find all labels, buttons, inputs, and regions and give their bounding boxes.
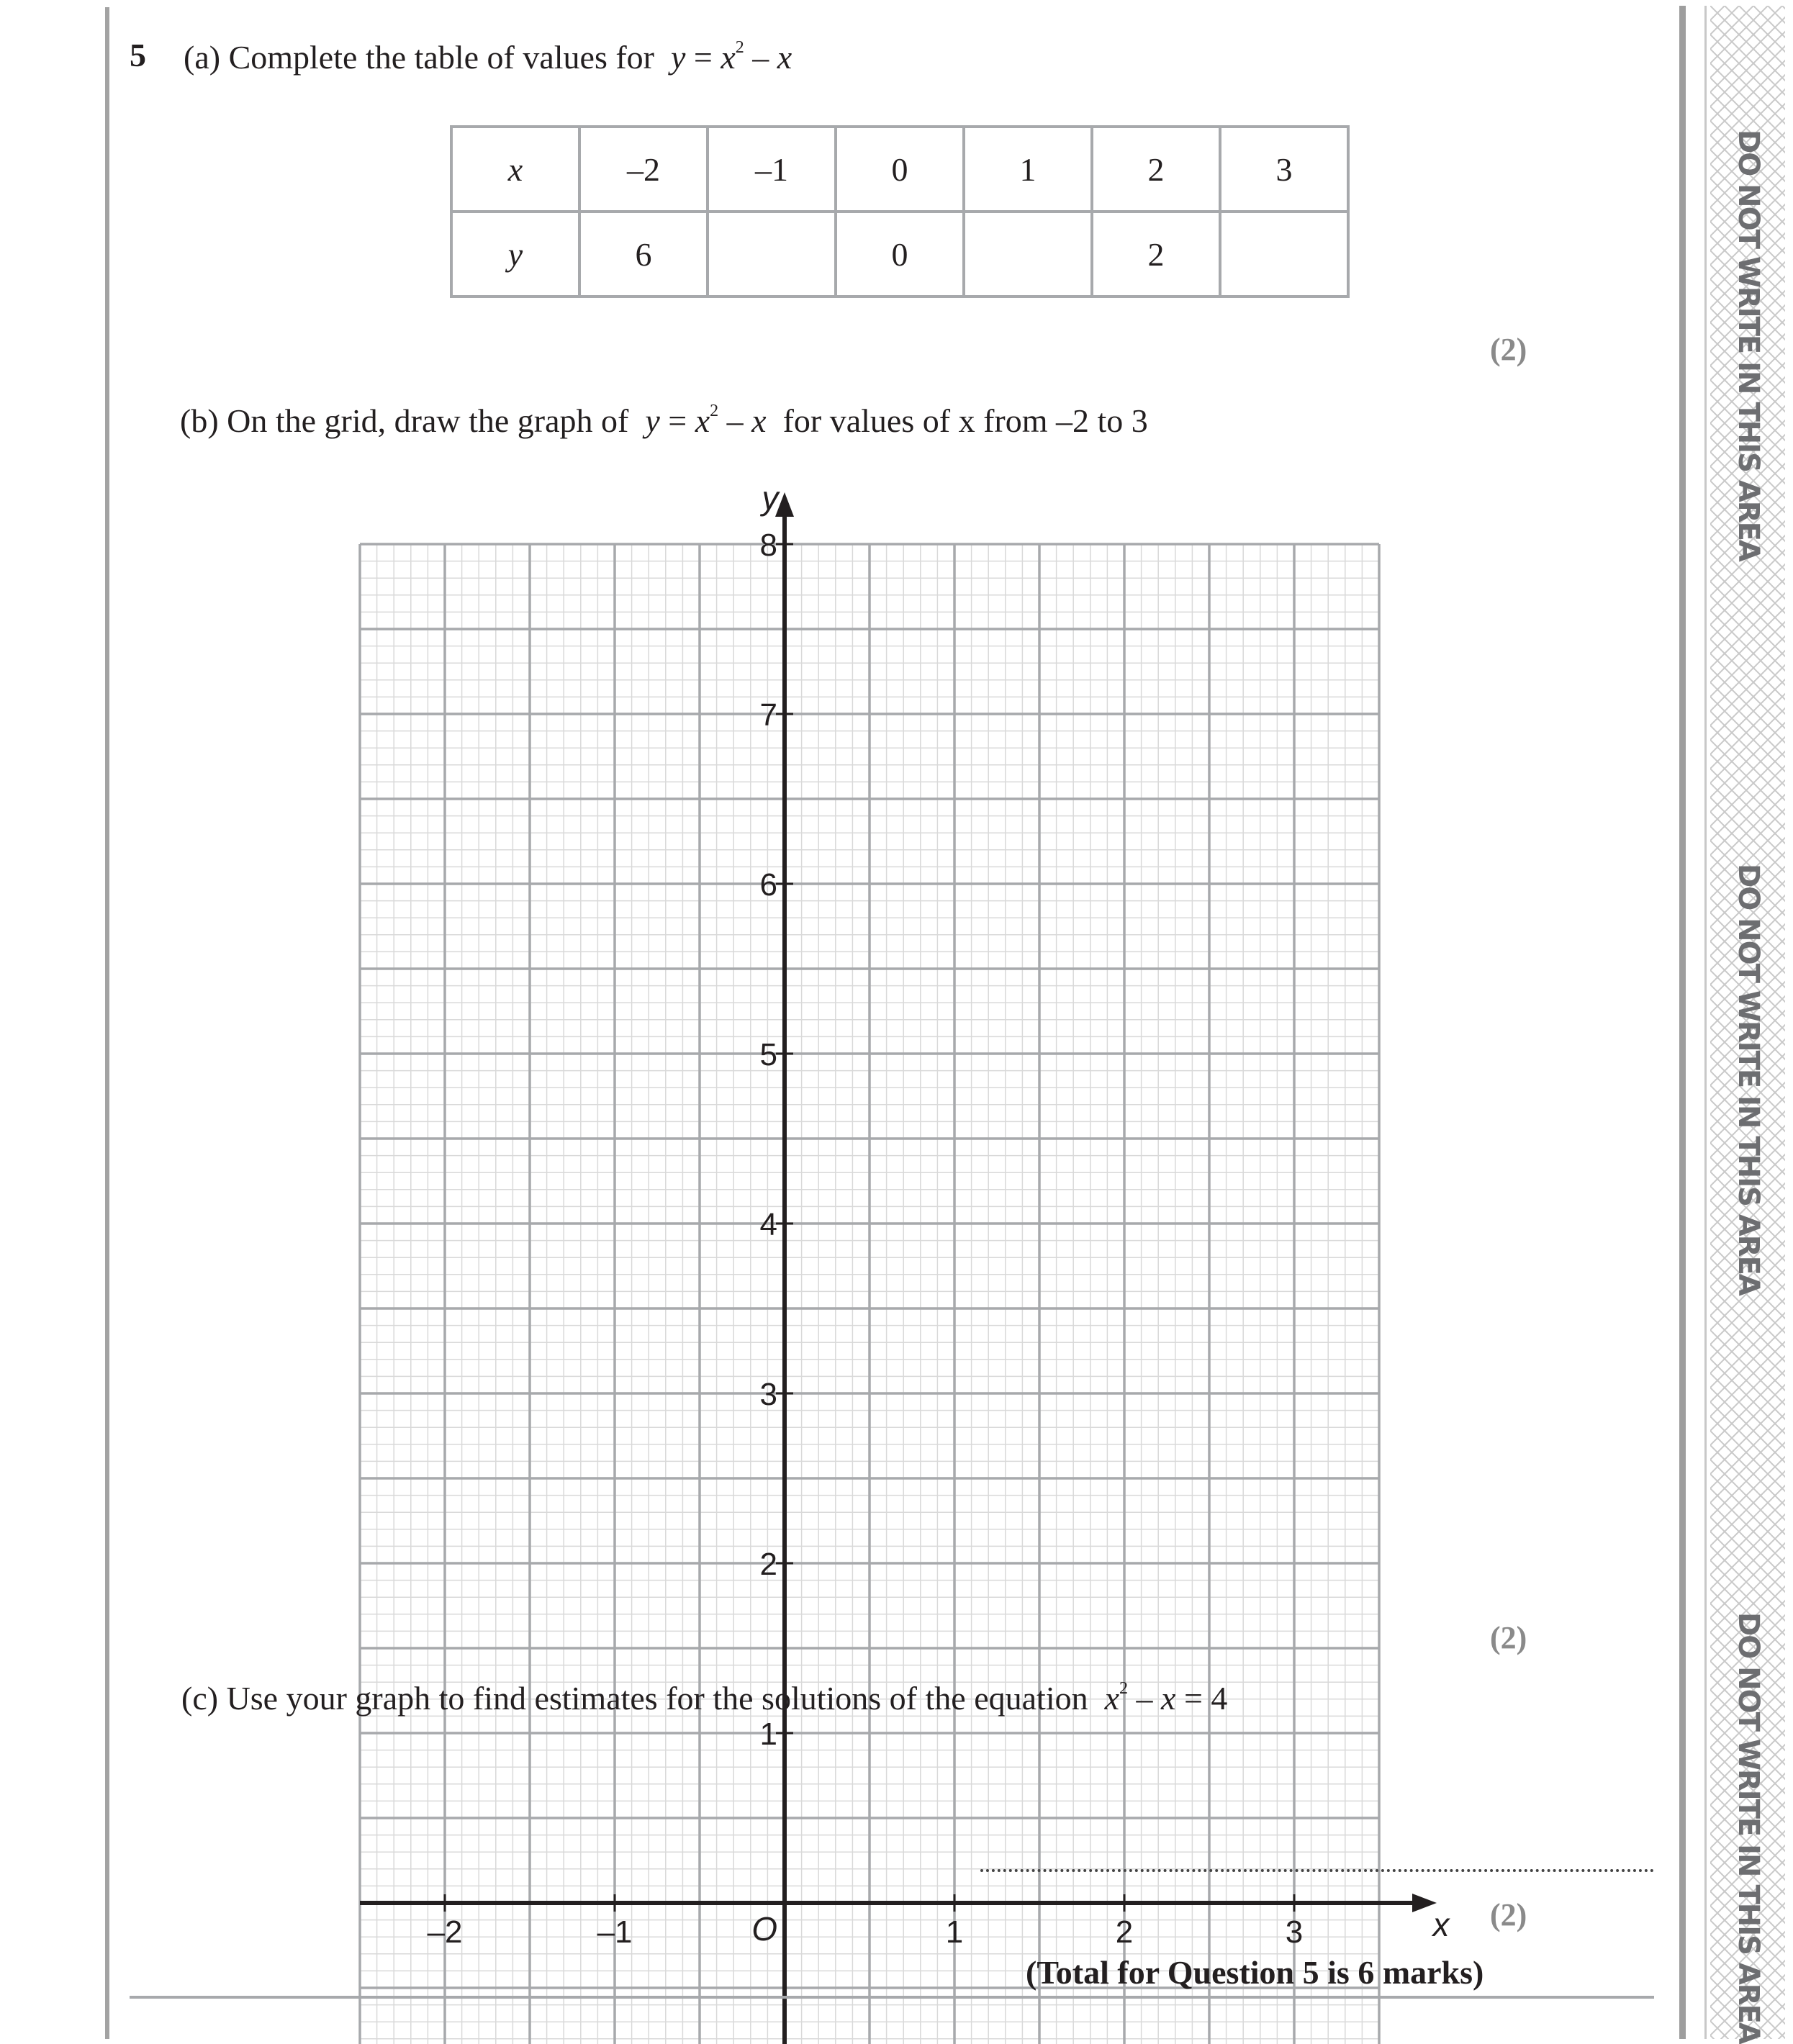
table-cell: –2	[579, 127, 708, 212]
origin-label: O	[751, 1910, 777, 1948]
table-header-x: x	[451, 127, 579, 212]
table-cell: 3	[1220, 127, 1348, 212]
y-tick-label: 6	[759, 867, 777, 903]
y-axis-label: y	[762, 479, 779, 517]
y-tick-label: 5	[759, 1037, 777, 1072]
part-b-prompt	[180, 399, 1148, 443]
table-row	[451, 127, 1348, 212]
table-answer-cell[interactable]	[964, 212, 1092, 297]
part-a-text: Complete the table of values for	[228, 39, 654, 76]
y-tick-label: 3	[759, 1377, 777, 1412]
total-marks: (Total for Question 5 is 6 marks)	[1026, 1954, 1484, 1991]
margin-rule	[1704, 6, 1707, 2039]
part-a-marks: (2)	[1490, 332, 1527, 367]
table-row	[451, 212, 1348, 297]
x-axis-label: x	[1432, 1906, 1450, 1943]
part-c-prompt	[181, 1677, 1227, 1720]
table-cell: 6	[579, 212, 708, 297]
margin-band	[1679, 6, 1686, 2039]
table-answer-cell[interactable]	[1220, 212, 1348, 297]
y-tick-label: 2	[759, 1547, 777, 1582]
values-table	[450, 125, 1350, 298]
part-c-label: (c)	[181, 1680, 219, 1717]
part-a-equation: $y = x^2 - x$	[670, 38, 792, 76]
table-cell: 0	[836, 212, 964, 297]
part-b-label: (b)	[180, 402, 219, 439]
part-b-text: On the grid, draw the graph of	[227, 402, 629, 439]
part-b-equation: $y = x^2 - x$	[645, 402, 767, 439]
margin-warning-1: DO NOT WRITE IN THIS AREA	[1732, 130, 1765, 561]
part-b-marks: (2)	[1490, 1620, 1527, 1655]
answer-line[interactable]	[980, 1869, 1654, 1872]
part-b-range-text: for values of x from –2 to 3	[782, 402, 1148, 439]
table-cell: 0	[836, 127, 964, 212]
part-c-text: Use your graph to find estimates for the solutions of the equation	[226, 1680, 1088, 1717]
table-cell: 1	[964, 127, 1092, 212]
table-header-y: y	[451, 212, 579, 297]
bottom-rule	[130, 1996, 1654, 1999]
margin-warning-2: DO NOT WRITE IN THIS AREA	[1732, 864, 1765, 1295]
axes	[360, 492, 1437, 2044]
x-tick-label: –2	[427, 1914, 463, 1950]
part-a-prompt	[184, 36, 792, 79]
y-tick-label: 1	[759, 1717, 777, 1752]
x-tick-label: 3	[1285, 1914, 1304, 1950]
part-c-equation: $x^2 - x = 4$	[1104, 1679, 1228, 1717]
table-cell: 2	[1092, 127, 1220, 212]
y-tick-label: 8	[759, 528, 777, 563]
x-tick-label: 2	[1115, 1914, 1134, 1950]
y-tick-label: 4	[759, 1207, 777, 1242]
table-cell: –1	[708, 127, 836, 212]
x-tick-label: 1	[945, 1914, 964, 1950]
table-answer-cell[interactable]	[708, 212, 836, 297]
x-tick-label: –1	[597, 1914, 633, 1950]
left-margin-rule	[105, 7, 109, 2039]
part-c-marks: (2)	[1490, 1897, 1527, 1932]
table-cell: 2	[1092, 212, 1220, 297]
y-tick-label: 7	[759, 697, 777, 733]
margin-warning-3: DO NOT WRITE IN THIS AREA	[1732, 1612, 1765, 2043]
question-number: 5	[130, 37, 146, 73]
part-a-label: (a)	[184, 39, 221, 76]
